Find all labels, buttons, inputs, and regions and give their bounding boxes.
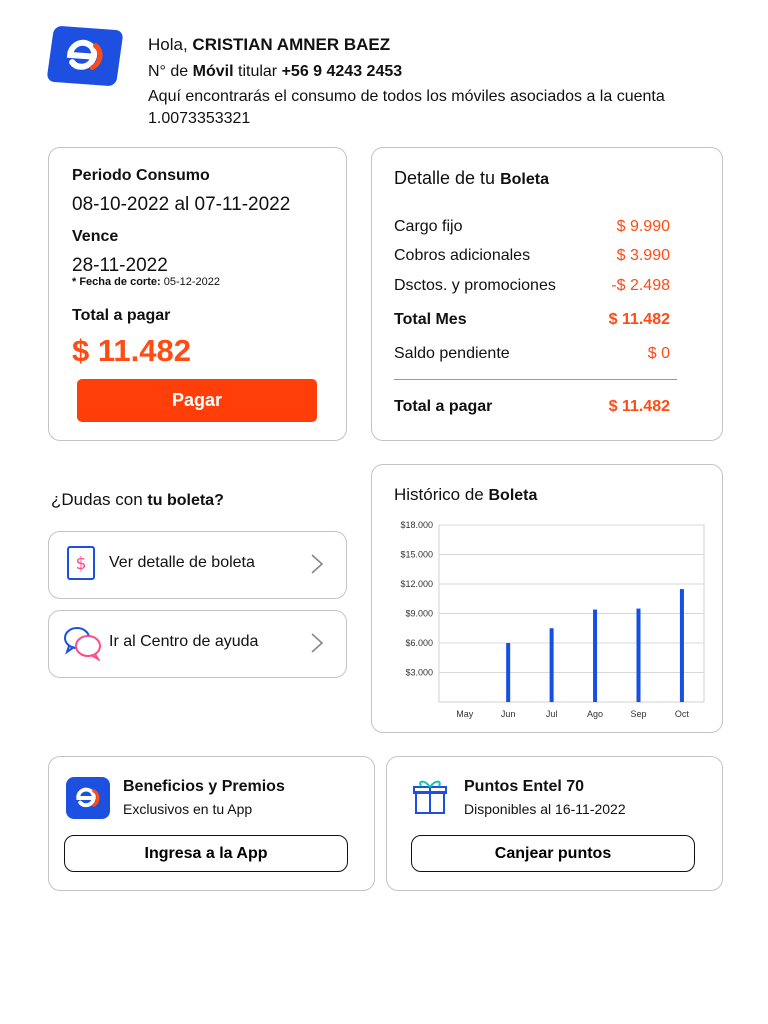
chart-bar bbox=[550, 628, 554, 702]
chat-bubbles-icon bbox=[63, 625, 103, 661]
due-value: 28-11-2022 bbox=[72, 255, 168, 276]
due-label: Vence bbox=[72, 228, 119, 245]
detail-title bbox=[394, 168, 549, 189]
chart-y-tick-label: $6.000 bbox=[405, 638, 433, 648]
gift-icon bbox=[412, 777, 448, 815]
period-value: 08-10-2022 al 07-11-2022 bbox=[72, 194, 291, 215]
chevron-right-icon bbox=[306, 632, 328, 654]
receipt-icon bbox=[66, 546, 96, 580]
detail-divider bbox=[394, 379, 677, 380]
help-center-label: Ir al Centro de ayuda bbox=[109, 633, 259, 650]
customer-name: CRISTIAN AMNER BAEZ bbox=[192, 35, 391, 54]
chart-bar bbox=[636, 609, 640, 702]
detail-row-label: Saldo pendiente bbox=[394, 345, 510, 362]
detail-row bbox=[394, 247, 670, 265]
entel-app-icon bbox=[66, 777, 110, 819]
pay-button[interactable]: Pagar bbox=[77, 379, 317, 422]
chart-x-tick-label: Sep bbox=[630, 709, 647, 719]
chart-y-tick-label: $18.000 bbox=[400, 520, 433, 530]
benefits-card bbox=[48, 756, 375, 891]
detail-total-amount: $ 11.482 bbox=[608, 398, 670, 415]
detail-row-label: Cobros adicionales bbox=[394, 247, 531, 264]
help-question-prefix: ¿Dudas con bbox=[51, 490, 143, 509]
phone-prefix: N° de bbox=[148, 63, 189, 80]
benefits-title: Beneficios y Premios bbox=[123, 778, 285, 795]
total-amount: $ 11.482 bbox=[72, 333, 191, 368]
chart-x-tick-label: Jun bbox=[500, 709, 516, 719]
detail-row-label: Cargo fijo bbox=[394, 218, 463, 235]
total-label: Total a pagar bbox=[72, 307, 171, 324]
detail-card bbox=[371, 147, 723, 441]
chart-x-tick-label: Jul bbox=[545, 709, 558, 719]
view-bill-detail-label: Ver detalle de boleta bbox=[109, 554, 255, 571]
detail-row-label: Dsctos. y promociones bbox=[394, 277, 556, 294]
chart-x-tick-label: May bbox=[456, 709, 474, 719]
period-label: Periodo Consumo bbox=[72, 167, 210, 184]
phone-line bbox=[148, 63, 402, 81]
phone-number: +56 9 4243 2453 bbox=[281, 63, 403, 80]
detail-row bbox=[394, 218, 670, 236]
detail-row-amount: -$ 2.498 bbox=[611, 277, 670, 294]
view-bill-detail-link[interactable] bbox=[48, 531, 347, 599]
chart-x-tick-label: Oct bbox=[674, 709, 689, 719]
open-app-button[interactable]: Ingresa a la App bbox=[64, 835, 348, 872]
chart-x-tick-label: Ago bbox=[587, 709, 604, 719]
svg-text:$: $ bbox=[75, 554, 87, 574]
help-question bbox=[51, 490, 224, 510]
detail-row bbox=[394, 277, 670, 295]
chart-y-tick-label: $3.000 bbox=[405, 667, 433, 678]
chart-bar bbox=[680, 589, 684, 702]
points-title: Puntos Entel 70 bbox=[464, 778, 585, 795]
detail-row-label: Total Mes bbox=[394, 311, 467, 328]
movil-label: Móvil bbox=[192, 63, 234, 80]
chart-y-tick-label: $9.000 bbox=[405, 608, 433, 619]
detail-title-bold: Boleta bbox=[500, 171, 549, 188]
chevron-right-icon bbox=[306, 553, 328, 575]
history-card bbox=[371, 464, 723, 733]
detail-row-amount: $ 0 bbox=[647, 345, 670, 362]
history-title-prefix: Histórico de bbox=[394, 485, 484, 504]
points-card bbox=[386, 756, 723, 891]
titular-label: titular bbox=[238, 63, 278, 80]
chart-y-tick-label: $12.000 bbox=[400, 579, 433, 589]
detail-row bbox=[394, 345, 670, 363]
detail-title-prefix: Detalle de tu bbox=[394, 168, 496, 188]
entel-logo-icon bbox=[59, 34, 110, 77]
benefits-subtitle: Exclusivos en tu App bbox=[123, 801, 253, 817]
history-chart bbox=[372, 465, 722, 732]
chart-bar bbox=[506, 643, 510, 702]
detail-row-amount: $ 9.990 bbox=[616, 218, 670, 235]
cutoff-value: 05-12-2022 bbox=[163, 276, 220, 288]
greeting-word: Hola, bbox=[148, 35, 188, 54]
cutoff-line bbox=[72, 276, 220, 288]
account-description: Aquí encontrarás el consumo de todos los móviles asociados a la cuenta 1.0073353321 bbox=[148, 88, 665, 127]
detail-total-row bbox=[394, 398, 670, 416]
help-center-link[interactable] bbox=[48, 610, 347, 678]
detail-row-amount: $ 3.990 bbox=[616, 247, 670, 264]
detail-row-amount: $ 11.482 bbox=[608, 311, 670, 328]
detail-row-total-mes bbox=[394, 311, 670, 329]
greeting bbox=[148, 34, 390, 56]
chart-y-tick-label: $15.000 bbox=[400, 549, 433, 560]
summary-card bbox=[48, 147, 347, 441]
cutoff-label: * Fecha de corte: bbox=[72, 276, 161, 288]
detail-total-label: Total a pagar bbox=[394, 398, 493, 415]
help-question-bold: tu boleta? bbox=[147, 492, 224, 509]
redeem-points-button[interactable]: Canjear puntos bbox=[411, 835, 695, 872]
history-title-bold: Boleta bbox=[488, 487, 538, 504]
chart-bar bbox=[593, 610, 597, 702]
points-subtitle: Disponibles al 16-11-2022 bbox=[464, 801, 626, 817]
entel-logo bbox=[46, 26, 123, 87]
